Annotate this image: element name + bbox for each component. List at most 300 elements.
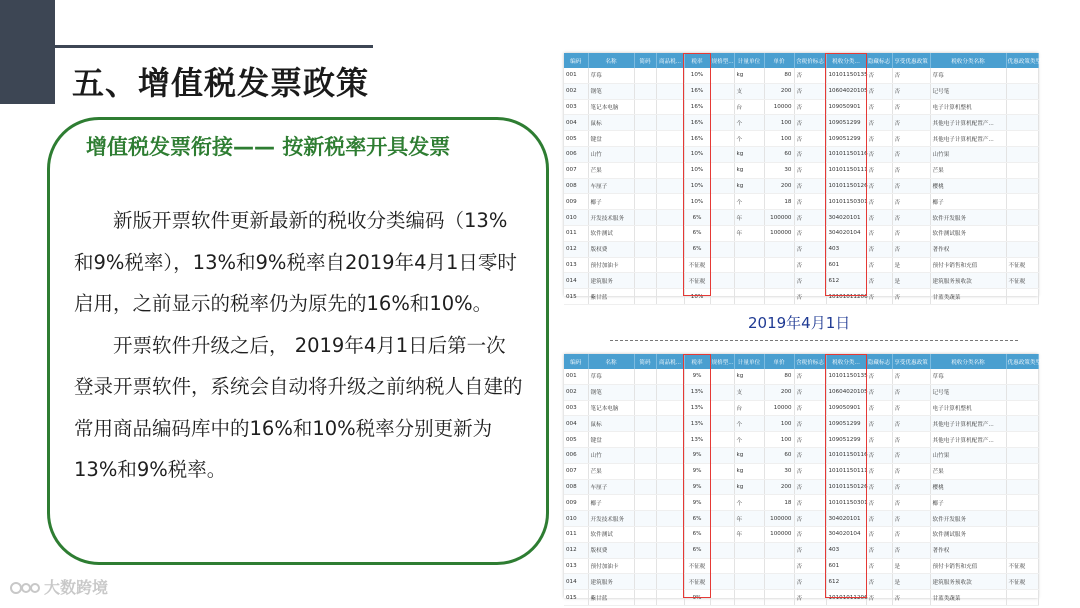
table-row[interactable] xyxy=(564,479,1038,495)
table-cell: 13% xyxy=(684,432,710,448)
table-cell xyxy=(656,131,684,147)
table-cell: 否 xyxy=(866,289,892,305)
table-row[interactable] xyxy=(564,225,1038,241)
table-cell: 6% xyxy=(684,225,710,241)
table-cell: 否 xyxy=(866,273,892,289)
table-cell: 甘蓝类蔬菜 xyxy=(930,590,1006,606)
table-row[interactable] xyxy=(564,542,1038,558)
table-cell: 109050901 xyxy=(826,99,866,115)
column-header[interactable]: 含税价标志 xyxy=(794,354,826,369)
table-cell: 6% xyxy=(684,542,710,558)
table-cell: 甘蓝类蔬菜 xyxy=(930,289,1006,305)
table-cell: 建筑服务预收款 xyxy=(930,574,1006,590)
column-header[interactable]: 享受优惠政策 xyxy=(892,53,930,68)
table-cell: 否 xyxy=(892,526,930,542)
table-cell xyxy=(764,241,794,257)
table-cell: 版权费 xyxy=(588,241,634,257)
table-cell: 车厘子 xyxy=(588,178,634,194)
table-cell xyxy=(764,257,794,273)
column-header[interactable]: 名称 xyxy=(588,354,634,369)
column-header[interactable]: 享受优惠政策 xyxy=(892,354,930,369)
product-code-table-before xyxy=(564,53,1042,305)
table-row[interactable] xyxy=(564,526,1038,542)
panel-body xyxy=(74,200,524,491)
table-cell: 否 xyxy=(794,384,826,400)
table-cell: 预付卡销售和充值 xyxy=(930,257,1006,273)
table-cell: 个 xyxy=(734,495,764,511)
table-cell xyxy=(1006,447,1038,463)
table-row[interactable] xyxy=(564,131,1038,147)
table-cell: 否 xyxy=(892,131,930,147)
column-header[interactable]: 优惠政策类型 xyxy=(1006,53,1038,68)
column-header[interactable]: 编码 xyxy=(564,53,588,68)
table-cell xyxy=(656,273,684,289)
table-cell xyxy=(710,83,734,99)
table-cell: 否 xyxy=(892,416,930,432)
table-cell xyxy=(1006,590,1038,606)
table-cell: 015 xyxy=(564,590,588,606)
table-cell: 否 xyxy=(892,162,930,178)
table-cell xyxy=(634,178,656,194)
table-cell: 10101150111 xyxy=(826,162,866,178)
table-cell xyxy=(1006,68,1038,83)
table-cell xyxy=(634,99,656,115)
table-cell xyxy=(656,257,684,273)
table-cell: 否 xyxy=(892,542,930,558)
column-header[interactable]: 税收分类... xyxy=(826,53,866,68)
column-header[interactable]: 计量单位 xyxy=(734,354,764,369)
table-cell: kg xyxy=(734,463,764,479)
table-cell: 支 xyxy=(734,83,764,99)
table-cell: 否 xyxy=(794,273,826,289)
table-cell: 109051299 xyxy=(826,131,866,147)
table-cell: 不征税 xyxy=(684,273,710,289)
table-cell: 100000 xyxy=(764,210,794,226)
table-cell: 草莓 xyxy=(930,68,1006,83)
table-cell: 011 xyxy=(564,225,588,241)
table-cell: 否 xyxy=(866,400,892,416)
table-row[interactable] xyxy=(564,574,1038,590)
column-header[interactable]: 税收分类名称 xyxy=(930,354,1006,369)
table-row[interactable] xyxy=(564,400,1038,416)
table-cell: 16% xyxy=(684,99,710,115)
table-cell: 否 xyxy=(892,225,930,241)
table-cell xyxy=(634,511,656,527)
table-cell: 否 xyxy=(794,590,826,606)
table-cell xyxy=(710,432,734,448)
table-row[interactable] xyxy=(564,590,1038,606)
table-row[interactable] xyxy=(564,162,1038,178)
table-cell: 否 xyxy=(892,400,930,416)
column-header[interactable]: 名称 xyxy=(588,53,634,68)
table-cell: 是 xyxy=(892,558,930,574)
table-cell xyxy=(710,416,734,432)
table-cell xyxy=(1006,146,1038,162)
table-row[interactable] xyxy=(564,447,1038,463)
table-row[interactable] xyxy=(564,511,1038,527)
column-header[interactable]: 规格型... xyxy=(710,354,734,369)
table-cell: 200 xyxy=(764,384,794,400)
column-header[interactable]: 计量单位 xyxy=(734,53,764,68)
table-cell: 否 xyxy=(794,369,826,384)
table-cell xyxy=(710,400,734,416)
table-cell: 005 xyxy=(564,432,588,448)
table-cell: 其他电子计算机配置产... xyxy=(930,115,1006,131)
table-cell: 6% xyxy=(684,210,710,226)
table-cell: kg xyxy=(734,146,764,162)
table-cell: 否 xyxy=(794,432,826,448)
table-cell: 否 xyxy=(866,257,892,273)
table-cell: 6% xyxy=(684,526,710,542)
table-cell xyxy=(634,83,656,99)
table-cell: 软件测试 xyxy=(588,526,634,542)
table-cell: 109050901 xyxy=(826,400,866,416)
table-cell: 601 xyxy=(826,257,866,273)
table-cell: 10% xyxy=(684,162,710,178)
table-cell xyxy=(656,162,684,178)
table-cell: 13% xyxy=(684,416,710,432)
table-cell xyxy=(634,225,656,241)
table-cell: 109051299 xyxy=(826,416,866,432)
table-cell: 否 xyxy=(794,115,826,131)
table-row[interactable] xyxy=(564,68,1038,83)
table-cell: 否 xyxy=(794,526,826,542)
table-cell xyxy=(656,194,684,210)
table-cell: 否 xyxy=(866,99,892,115)
table-cell xyxy=(710,511,734,527)
table-cell xyxy=(634,210,656,226)
table-cell: 10604020105 xyxy=(826,83,866,99)
column-header[interactable]: 简码 xyxy=(634,354,656,369)
table-cell xyxy=(656,526,684,542)
table-cell: 304020104 xyxy=(826,526,866,542)
table-cell: 612 xyxy=(826,273,866,289)
table-cell: 304020104 xyxy=(826,225,866,241)
table-cell: 山竹果 xyxy=(930,146,1006,162)
table-row[interactable] xyxy=(564,463,1038,479)
table-cell: kg xyxy=(734,447,764,463)
table-row[interactable] xyxy=(564,416,1038,432)
table-cell: 否 xyxy=(866,194,892,210)
table-cell: 否 xyxy=(892,99,930,115)
table-cell: 否 xyxy=(866,558,892,574)
table-cell: 否 xyxy=(866,416,892,432)
table-cell: 否 xyxy=(794,542,826,558)
table-cell xyxy=(656,369,684,384)
table-cell: 否 xyxy=(794,225,826,241)
table-cell: 10% xyxy=(684,289,710,305)
table-cell: 015 xyxy=(564,289,588,305)
table-cell: 009 xyxy=(564,194,588,210)
table-cell: 否 xyxy=(892,210,930,226)
table-row[interactable] xyxy=(564,432,1038,448)
table-cell xyxy=(710,225,734,241)
table-cell: 否 xyxy=(794,210,826,226)
table-cell: 10% xyxy=(684,178,710,194)
table-cell xyxy=(634,574,656,590)
table-cell: 18 xyxy=(764,495,794,511)
table-cell xyxy=(764,574,794,590)
table-cell: 其他电子计算机配置产... xyxy=(930,131,1006,147)
table-cell: 否 xyxy=(892,432,930,448)
table-cell xyxy=(634,257,656,273)
table-cell xyxy=(1006,463,1038,479)
table-cell: 否 xyxy=(866,590,892,606)
table-cell xyxy=(1006,178,1038,194)
table-cell xyxy=(656,416,684,432)
table-cell: 否 xyxy=(866,447,892,463)
table-cell: 100 xyxy=(764,131,794,147)
table-cell: 否 xyxy=(866,542,892,558)
table-row[interactable] xyxy=(564,289,1038,305)
table-cell: 80 xyxy=(764,68,794,83)
table-cell: 9% xyxy=(684,495,710,511)
table-cell xyxy=(634,590,656,606)
table-cell: kg xyxy=(734,178,764,194)
table-cell: 否 xyxy=(794,495,826,511)
table-row[interactable] xyxy=(564,273,1038,289)
table-cell xyxy=(634,369,656,384)
table-cell xyxy=(656,479,684,495)
table-cell: 草莓 xyxy=(588,369,634,384)
paragraph-1: 新版开票软件更新最新的税收分类编码（13%和9%税率），13%和9%税率自2019年4月1日零时启用，之前显示的税率仍为原先的16%和10%。 xyxy=(74,209,517,315)
table-cell: 10101150126 xyxy=(826,178,866,194)
table-cell: 椰子 xyxy=(588,194,634,210)
table-cell: 005 xyxy=(564,131,588,147)
table-cell: 樱桃 xyxy=(930,178,1006,194)
table-row[interactable] xyxy=(564,178,1038,194)
table-cell xyxy=(1006,542,1038,558)
table-cell: 否 xyxy=(892,146,930,162)
table-cell: 30 xyxy=(764,162,794,178)
paragraph-2: 开票软件升级之后， 2019年4月1日后第一次登录开票软件，系统会自动将升级之前纳税人自建的常用商品编码库中的16%和10%税率分别更新为13%和9%税率。 xyxy=(74,333,523,481)
watermark xyxy=(10,575,108,598)
table-cell xyxy=(710,99,734,115)
table-cell: 否 xyxy=(892,194,930,210)
table-cell xyxy=(634,162,656,178)
table-cell xyxy=(710,479,734,495)
table-cell: 否 xyxy=(866,162,892,178)
table-cell: 建筑服务 xyxy=(588,273,634,289)
column-header[interactable]: 规格型... xyxy=(710,53,734,68)
table-cell: 草莓 xyxy=(930,369,1006,384)
table-cell: 软件开发服务 xyxy=(930,210,1006,226)
table-cell: 著作权 xyxy=(930,241,1006,257)
table-cell: 键盘 xyxy=(588,131,634,147)
table-cell: 10000 xyxy=(764,99,794,115)
table-cell xyxy=(634,542,656,558)
table-cell: 否 xyxy=(866,495,892,511)
table-cell: 004 xyxy=(564,115,588,131)
title-rule xyxy=(55,45,373,48)
table-cell: 否 xyxy=(866,479,892,495)
column-header[interactable]: 税率 xyxy=(684,354,710,369)
table-cell: 否 xyxy=(794,68,826,83)
table-cell: 不征税 xyxy=(1006,574,1038,590)
table-cell xyxy=(634,289,656,305)
table-cell: 011 xyxy=(564,526,588,542)
table-cell: 16% xyxy=(684,83,710,99)
table-cell xyxy=(634,479,656,495)
table-row[interactable] xyxy=(564,146,1038,162)
column-header[interactable]: 优惠政策类型 xyxy=(1006,354,1038,369)
table-row[interactable] xyxy=(564,495,1038,511)
table-cell: 台 xyxy=(734,99,764,115)
table-cell: 否 xyxy=(794,447,826,463)
table-cell: 否 xyxy=(892,115,930,131)
table-cell: 010 xyxy=(564,511,588,527)
column-header[interactable]: 商品税... xyxy=(656,53,684,68)
table-cell: 紫甘蓝 xyxy=(588,289,634,305)
column-header[interactable]: 隐藏标志 xyxy=(866,354,892,369)
table-cell: 否 xyxy=(794,146,826,162)
table-cell: 109051299 xyxy=(826,432,866,448)
table-cell: 否 xyxy=(794,83,826,99)
invoice-table-before xyxy=(564,53,1042,301)
table-cell: 否 xyxy=(892,241,930,257)
table-cell: 否 xyxy=(892,68,930,83)
table-cell xyxy=(634,273,656,289)
table-cell: 6% xyxy=(684,241,710,257)
table-cell xyxy=(656,495,684,511)
column-header[interactable]: 含税价标志 xyxy=(794,53,826,68)
table-cell: 否 xyxy=(892,463,930,479)
column-header[interactable]: 税率 xyxy=(684,53,710,68)
table-cell xyxy=(764,542,794,558)
table-cell xyxy=(764,558,794,574)
table-cell: 个 xyxy=(734,115,764,131)
table-cell xyxy=(1006,162,1038,178)
column-header[interactable]: 商品税... xyxy=(656,354,684,369)
table-cell: 否 xyxy=(794,558,826,574)
table-cell: 否 xyxy=(866,131,892,147)
column-header[interactable]: 税收分类名称 xyxy=(930,53,1006,68)
table-cell xyxy=(734,289,764,305)
table-cell: 否 xyxy=(866,115,892,131)
table-cell xyxy=(634,526,656,542)
table-cell xyxy=(656,432,684,448)
table-cell: 10101150301 xyxy=(826,194,866,210)
table-row[interactable] xyxy=(564,99,1038,115)
table-cell: 002 xyxy=(564,83,588,99)
table-cell xyxy=(1006,400,1038,416)
table-row[interactable] xyxy=(564,257,1038,273)
table-cell: 软件开发服务 xyxy=(930,511,1006,527)
table-cell xyxy=(710,384,734,400)
table-cell: 否 xyxy=(892,384,930,400)
table-cell: 否 xyxy=(866,146,892,162)
table-cell: 否 xyxy=(866,511,892,527)
table-row[interactable] xyxy=(564,558,1038,574)
column-header[interactable]: 编码 xyxy=(564,354,588,369)
table-cell xyxy=(656,115,684,131)
table-cell xyxy=(634,146,656,162)
table-cell: 年 xyxy=(734,210,764,226)
table-cell: 不征税 xyxy=(684,574,710,590)
table-cell: 9% xyxy=(684,369,710,384)
table-cell: 否 xyxy=(892,479,930,495)
column-header[interactable]: 隐藏标志 xyxy=(866,53,892,68)
table-cell: 钢笔 xyxy=(588,384,634,400)
table-cell: 612 xyxy=(826,574,866,590)
table-cell: 芒果 xyxy=(930,162,1006,178)
table-cell: 100 xyxy=(764,115,794,131)
table-cell: 否 xyxy=(892,83,930,99)
table-cell: kg xyxy=(734,479,764,495)
table-cell: 60 xyxy=(764,146,794,162)
table-cell: 10101150116 xyxy=(826,146,866,162)
table-cell: 13% xyxy=(684,384,710,400)
table-cell: 304020101 xyxy=(826,210,866,226)
table-cell: 否 xyxy=(866,526,892,542)
table-cell xyxy=(656,542,684,558)
table-row[interactable] xyxy=(564,83,1038,99)
table-cell: 否 xyxy=(794,400,826,416)
table-cell: 304020101 xyxy=(826,511,866,527)
panel-heading: 增值税发票衔接—— 按新税率开具发票 xyxy=(86,135,451,159)
table-cell: 403 xyxy=(826,241,866,257)
table-cell: 否 xyxy=(794,99,826,115)
table-cell: 键盘 xyxy=(588,432,634,448)
table-cell: 鼠标 xyxy=(588,416,634,432)
table-cell: 003 xyxy=(564,99,588,115)
table-cell: 014 xyxy=(564,574,588,590)
table-row[interactable] xyxy=(564,241,1038,257)
table-cell: 个 xyxy=(734,416,764,432)
table-cell: 16% xyxy=(684,115,710,131)
table-cell: 80 xyxy=(764,369,794,384)
column-header[interactable]: 单价 xyxy=(764,354,794,369)
table-row[interactable] xyxy=(564,115,1038,131)
table-cell xyxy=(656,146,684,162)
table-cell xyxy=(634,432,656,448)
table-cell: kg xyxy=(734,369,764,384)
table-cell xyxy=(710,447,734,463)
table-cell: 否 xyxy=(866,83,892,99)
table-cell xyxy=(710,178,734,194)
table-cell xyxy=(710,131,734,147)
table-cell xyxy=(656,68,684,83)
table-cell: 否 xyxy=(794,194,826,210)
table-cell: 紫甘蓝 xyxy=(588,590,634,606)
table-cell: 否 xyxy=(794,241,826,257)
table-cell: 著作权 xyxy=(930,542,1006,558)
column-header[interactable]: 简码 xyxy=(634,53,656,68)
table-cell xyxy=(710,590,734,606)
table-cell xyxy=(634,416,656,432)
table-cell xyxy=(656,83,684,99)
table-cell: 30 xyxy=(764,463,794,479)
table-cell: 记号笔 xyxy=(930,83,1006,99)
table-row[interactable] xyxy=(564,210,1038,226)
product-code-table-after xyxy=(564,354,1042,606)
table-cell xyxy=(634,115,656,131)
table-cell xyxy=(1006,511,1038,527)
table-row[interactable] xyxy=(564,384,1038,400)
table-cell: 建筑服务 xyxy=(588,574,634,590)
table-cell xyxy=(710,463,734,479)
table-cell xyxy=(656,178,684,194)
column-header[interactable]: 单价 xyxy=(764,53,794,68)
table-cell: 预付加油卡 xyxy=(588,257,634,273)
table-cell: 18 xyxy=(764,194,794,210)
column-header[interactable]: 税收分类... xyxy=(826,354,866,369)
table-cell: 否 xyxy=(892,447,930,463)
table-cell xyxy=(656,289,684,305)
table-row[interactable] xyxy=(564,369,1038,384)
table-row[interactable] xyxy=(564,194,1038,210)
table-cell: 否 xyxy=(794,574,826,590)
